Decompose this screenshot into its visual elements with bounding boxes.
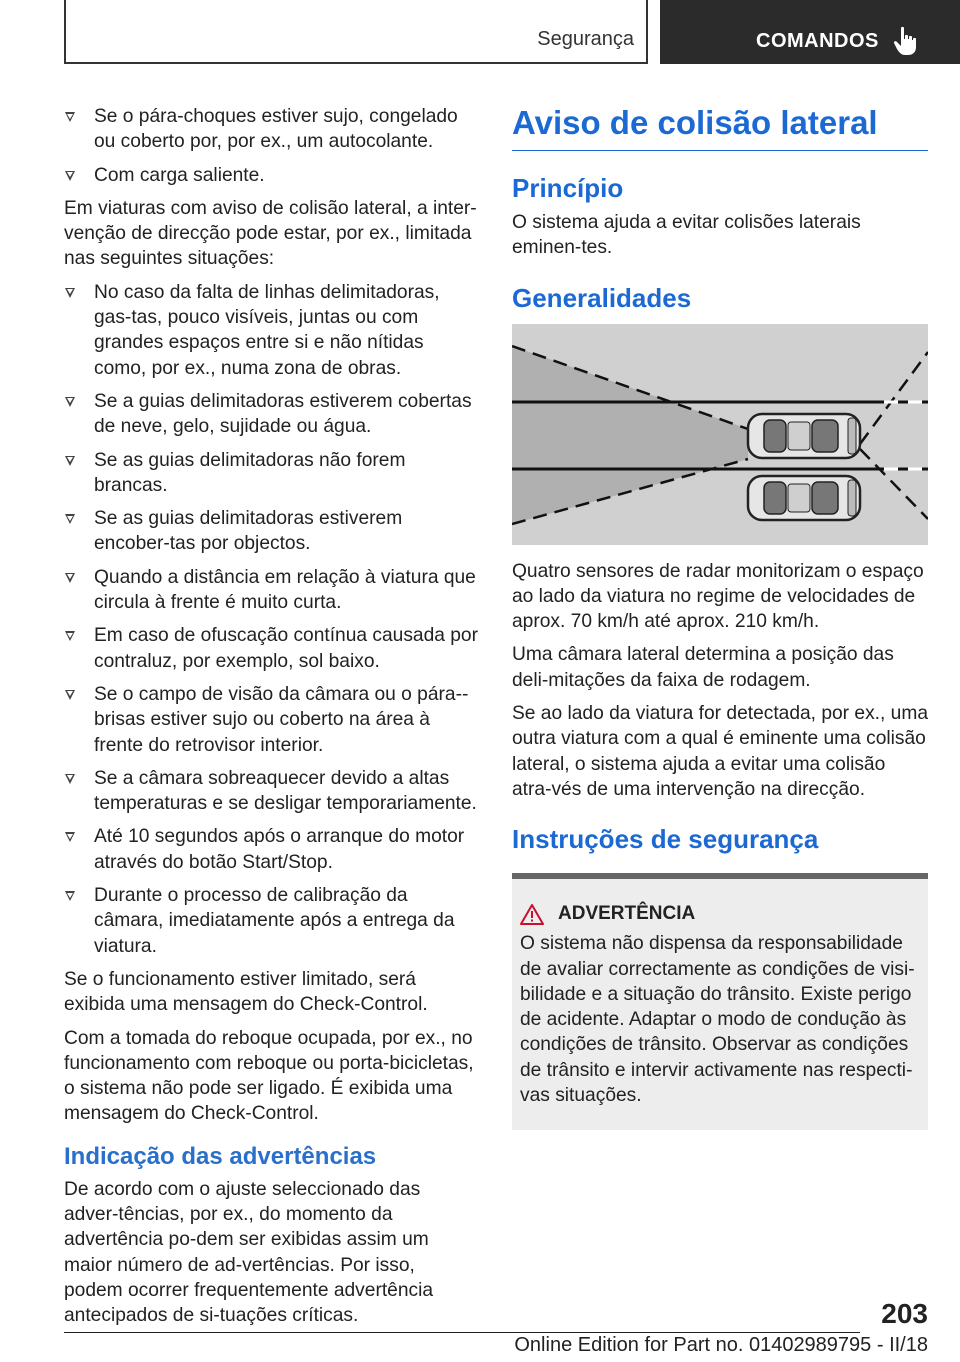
triangle-bullet-icon [65,112,75,122]
paragraph: Se ao lado da viatura for detectada, por ex., uma outra viatura com a qual é eminente uma colisão lateral, o sistema ajuda a evitar uma colisão atra-vés de uma intervenção na direcção. [512,703,928,800]
section-heading: Instruções de segurança [512,824,819,855]
page-title: Aviso de colisão lateral [512,104,928,151]
page-number: 203 [881,1298,928,1329]
warning-text: O sistema não dispensa da responsabilidade de avaliar correctamente as condições de visi-bilidade e a situação do trânsito. Existe perigo de acidente. Adaptar o modo de condução às condições de trânsito. Observar as condições de trânsito e intervir activamente nas respecti-vas situações. [520,933,915,1107]
triangle-bullet-icon [65,832,75,842]
triangle-bullet-icon [65,171,75,181]
paragraph: Quatro sensores de radar monitorizam o espaço ao lado da viatura no regime de velocidades de aprox. 70 km/h até aprox. 210 km/h. [512,560,924,633]
triangle-bullet-icon [65,456,75,466]
pointing-hand-icon [892,26,920,56]
paragraph: Uma câmara lateral determina a posição das deli-mitações da faixa de rodagem. [512,644,894,691]
list-item: Se o pára-choques estiver sujo, congelado ou coberto por, por ex., um autocolante. [64,104,478,155]
paragraph: O sistema ajuda a evitar colisões laterais eminen-tes. [512,212,861,259]
list-item: Se as guias delimitadoras não forem brancas. [64,448,478,499]
triangle-bullet-icon [65,690,75,700]
right-column [512,104,928,1130]
triangle-bullet-icon [65,288,75,298]
footer-divider [64,1332,860,1333]
list-item: Se o campo de visão da câmara ou o pára--brisas estiver sujo ou coberto na área à frente do retrovisor interior. [64,682,478,758]
list-item: Se as guias delimitadoras estiverem encober-tas por objectos. [64,506,478,557]
triangle-bullet-icon [65,891,75,901]
list-item: Se a câmara sobreaquecer devido a altas temperaturas e se desligar temporariamente. [64,766,478,817]
warning-triangle-icon [520,903,544,925]
paragraph: Com a tomada do reboque ocupada, por ex., no funcionamento com reboque ou porta-bicicletas, o sistema não pode ser ligado. É exibida uma mensagem do Check-Control. [64,1027,474,1125]
paragraph: Se o funcionamento estiver limitado, será exibida uma mensagem do Check-Control. [64,968,428,1016]
list-item: Durante o processo de calibração da câmara, imediatamente após a entrega da viatura. [64,883,478,959]
left-column [64,104,478,1336]
triangle-bullet-icon [65,514,75,524]
header-section-title: Segurança [537,28,634,50]
triangle-bullet-icon [65,631,75,641]
warning-title: ADVERTÊNCIA [558,903,696,925]
intro-paragraph: Em viaturas com aviso de colisão lateral, a inter-venção de direcção pode estar, por ex., limitada nas seguintes situações: [64,197,477,270]
section-heading: Generalidades [512,282,692,313]
section-heading: Indicação das advertências [64,1142,377,1170]
warning-title-row [520,903,918,925]
side-collision-diagram [512,324,928,545]
footer-edition: Online Edition for Part no. 01402989795 - II/18 [514,1334,928,1356]
list-item: Com carga saliente. [64,163,478,188]
list-item: Quando a distância em relação à viatura que circula à frente é muito curta. [64,565,478,616]
car-top [748,414,860,458]
paragraph: De acordo com o ajuste seleccionado das adver-tências, por ex., do momento da advertência po-dem ser exibidas assim um maior número de ad-vertências. Por isso, podem ocorrer frequentemente advertência antecipados de si-tuações críticas. [64,1178,434,1327]
list-item: No caso da falta de linhas delimitadoras, gas-tas, pouco visíveis, juntas ou com grandes espaços entre si e não nítidas como, por ex., numa zona de obras. [64,280,478,381]
triangle-bullet-icon [65,774,75,784]
car-bottom [748,476,860,520]
warning-box [512,873,928,1130]
header-chapter-label: COMANDOS [756,30,879,52]
triangle-bullet-icon [65,573,75,583]
list-item: Até 10 segundos após o arranque do motor através do botão Start/Stop. [64,824,478,875]
list-item: Se a guias delimitadoras estiverem cobertas de neve, gelo, sujidade ou água. [64,389,478,440]
section-heading: Princípio [512,173,624,203]
list-item: Em caso de ofuscação contínua causada por contraluz, por exemplo, sol baixo. [64,623,478,674]
triangle-bullet-icon [65,397,75,407]
header-chapter-tab [660,0,960,64]
